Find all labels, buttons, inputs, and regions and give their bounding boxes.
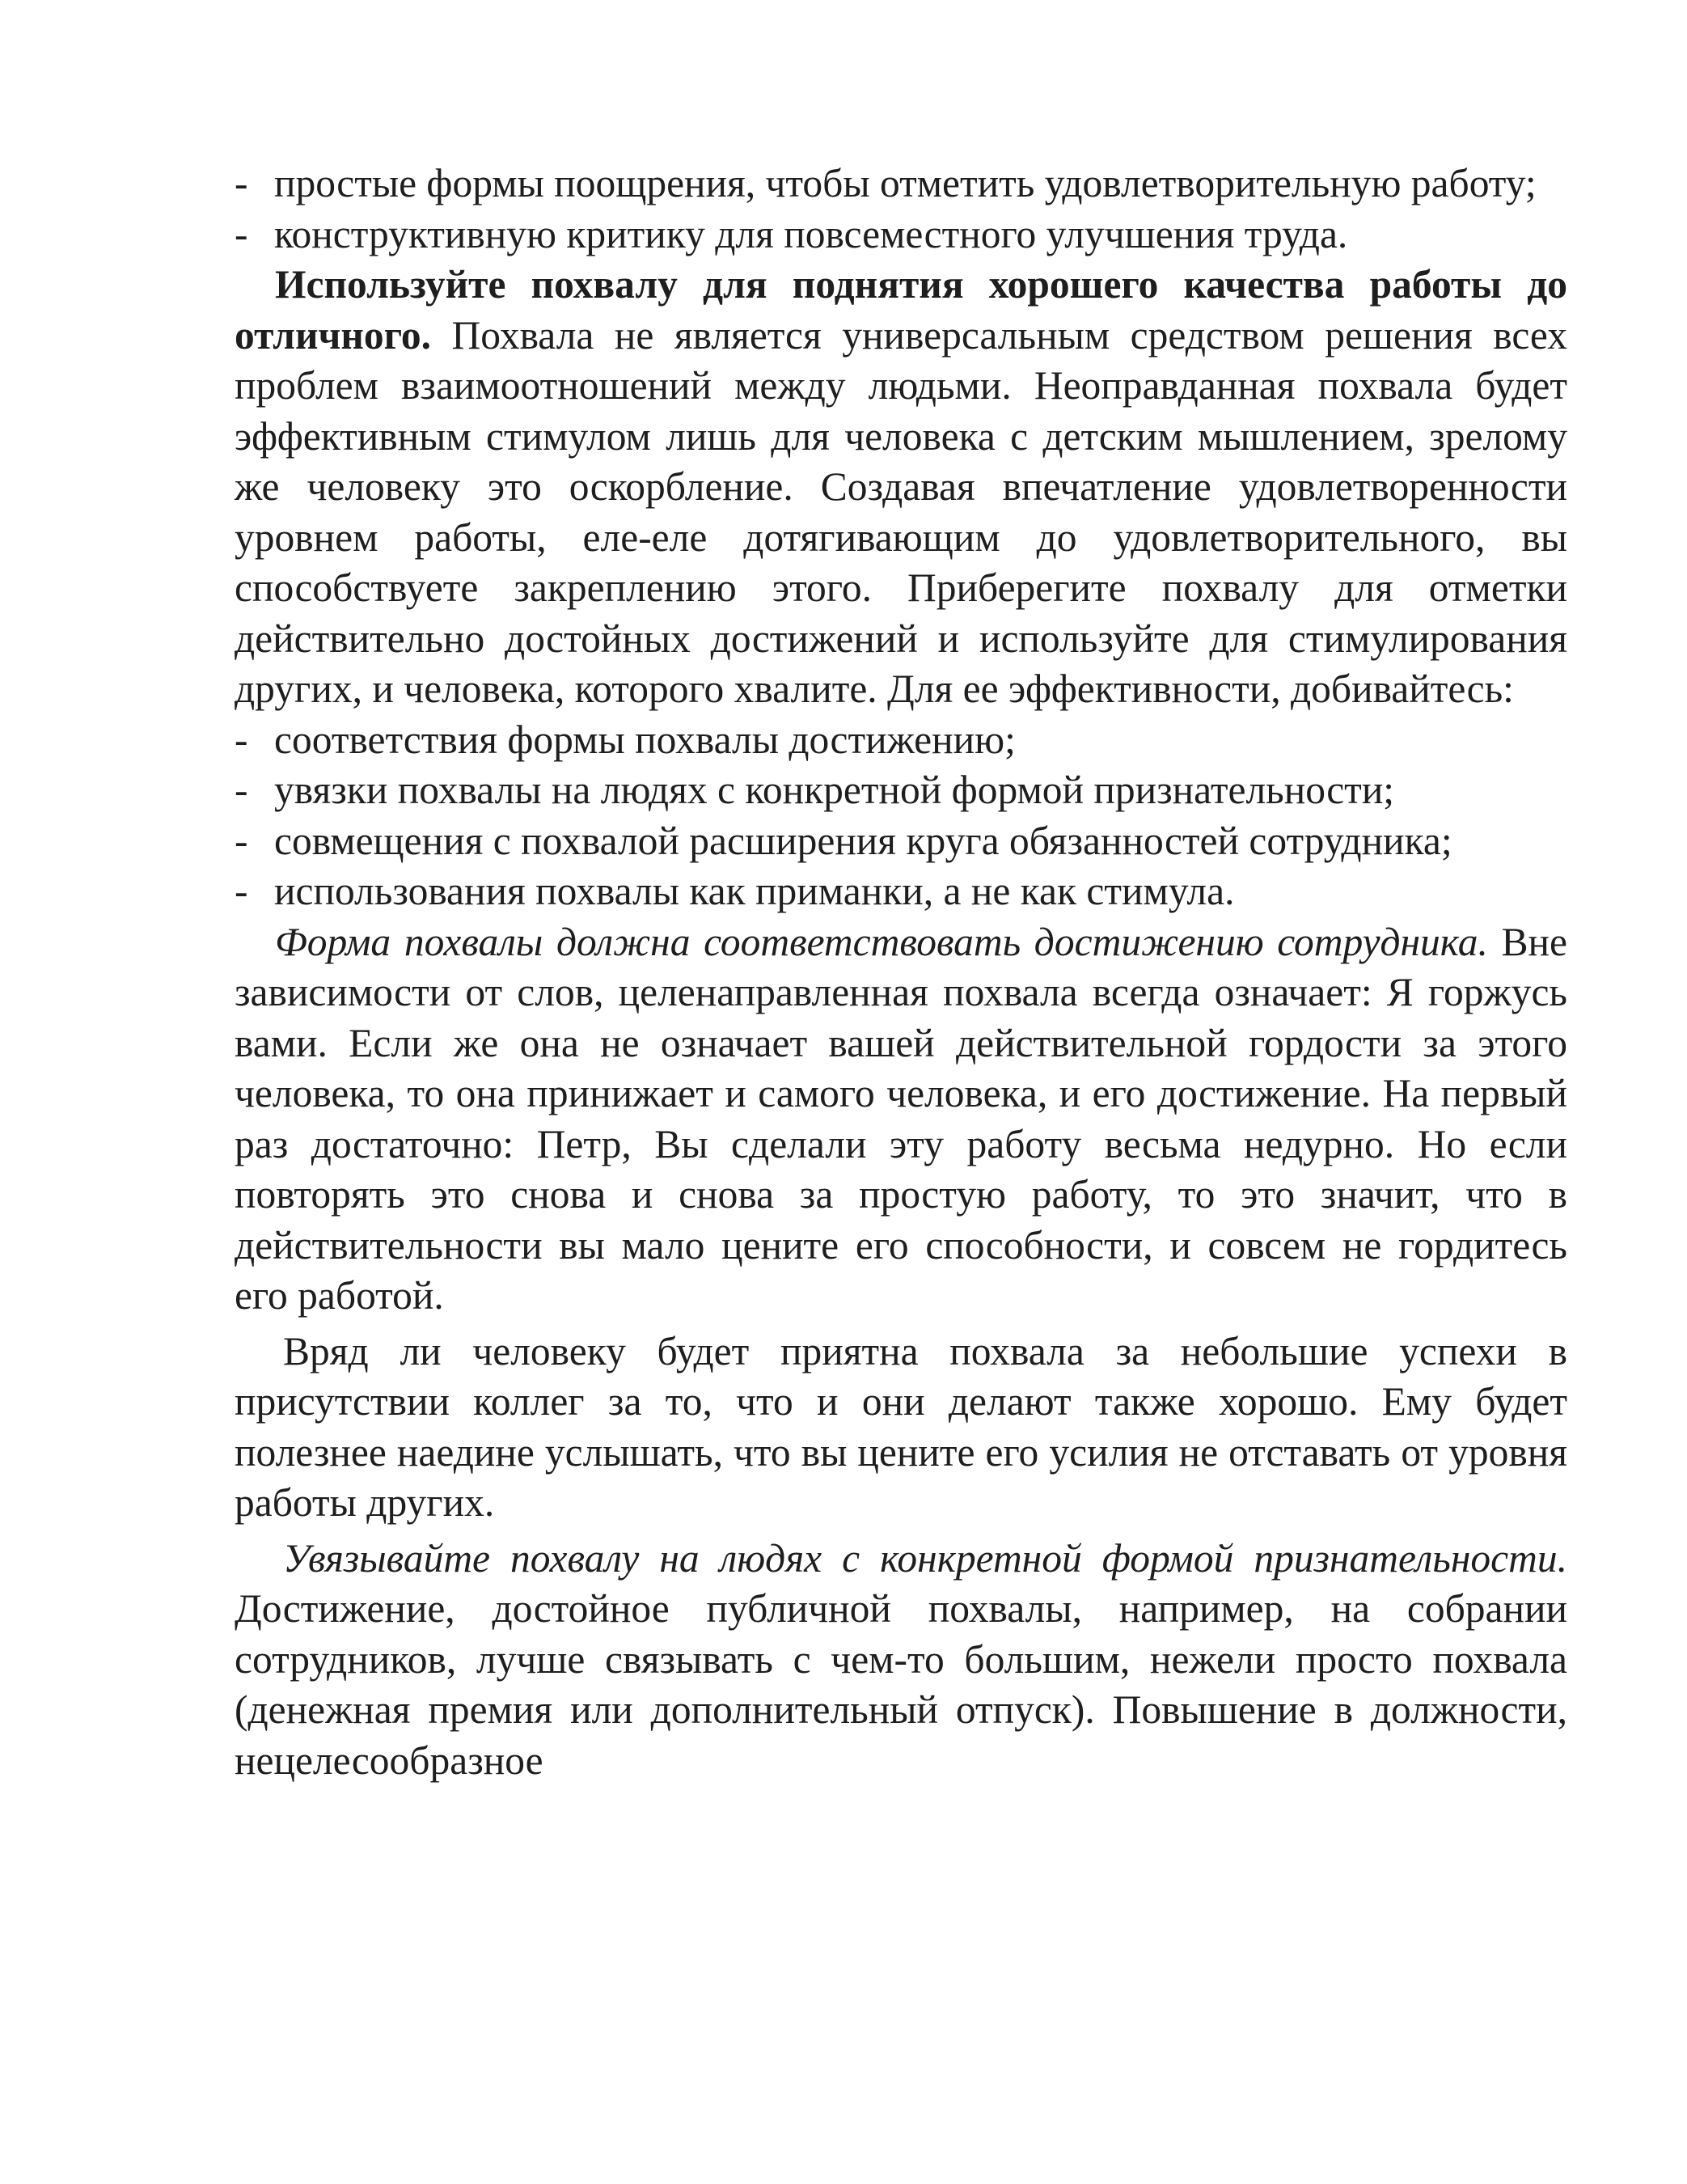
list-item <box>235 210 1567 260</box>
paragraph-text: Достижение, достойное публичной похвалы, например, на собрании сотрудников, лучше связывать с чем-то большим, нежели просто похвала (денежная премия или дополнительный отпуск). Повышение в должности, нецелесообразное <box>235 1586 1567 1783</box>
list-dash: - <box>235 211 248 256</box>
paragraph-colleagues <box>235 1327 1567 1529</box>
paragraph-form <box>235 917 1567 1322</box>
list-item <box>235 765 1567 816</box>
list-item-text: конструктивную критику для повсеместного улучшения труда. <box>274 211 1348 256</box>
list-item <box>235 816 1567 867</box>
paragraph-text: Похвала не является универсальным средством решения всех проблем взаимоотношений между людьми. Неоправданная похвала будет эффективным стимулом лишь для человека с детским мышлением, зрелому же человеку это оскорбление. Создавая впечатление удовлетворенности уровнем работы, еле-еле дотягивающим до удовлетворительного, вы способствуете закреплению этого. Приберегите похвалу для отметки действительно достойных достижений и используйте для стимулирования других, и человека, которого хвалите. Для ее эффективности, добивайтесь: <box>235 312 1567 711</box>
paragraph-text: Вне зависимости от слов, целенаправленная похвала всегда означает: Я горжусь вами. Если же она не означает вашей действительной гордости за этого человека, то она принижает и самого человека, и его достижение. На первый раз достаточно: Петр, Вы сделали эту работу весьма недурно. Но если повторять это снова и снова за простую работу, то это значит, что в действительности вы мало цените его способности, и совсем не гордитесь его работой. <box>235 919 1567 1318</box>
list-dash: - <box>235 768 248 812</box>
list-dash: - <box>235 161 248 205</box>
paragraph-public <box>235 1534 1567 1787</box>
list-dash: - <box>235 717 248 762</box>
list-item <box>235 715 1567 766</box>
paragraph-heading: Увязывайте похвалу на людях с конкретной формой признательности. <box>283 1535 1567 1581</box>
list-item <box>235 866 1567 917</box>
list-item-text: простые формы поощрения, чтобы отметить удовлетворительную работу; <box>274 161 1537 205</box>
list-dash: - <box>235 818 248 863</box>
list-item-text: использования похвалы как приманки, а не как стимула. <box>274 869 1235 913</box>
document-page <box>235 159 1567 1786</box>
list-item-text: совмещения с похвалой расширения круга обязанностей сотрудника; <box>274 818 1452 863</box>
list-item <box>235 159 1567 210</box>
paragraph-heading: Форма похвалы должна соответствовать достижению сотрудника. <box>275 919 1488 964</box>
list-item-text: увязки похвалы на людях с конкретной формой признательности; <box>274 768 1395 812</box>
paragraph-text: Вряд ли человеку будет приятна похвала за небольшие успехи в присутствии коллег за то, что и они делают также хорошо. Ему будет полезнее наедине услышать, что вы цените его усилия не отставать от уровня работы других. <box>235 1328 1567 1525</box>
list-dash: - <box>235 869 248 913</box>
list-item-text: соответствия формы похвалы достижению; <box>274 717 1016 762</box>
paragraph-heading: Используйте похвалу для поднятия хорошего качества работы до отличного. <box>235 262 1567 358</box>
paragraph-praise <box>235 260 1567 715</box>
